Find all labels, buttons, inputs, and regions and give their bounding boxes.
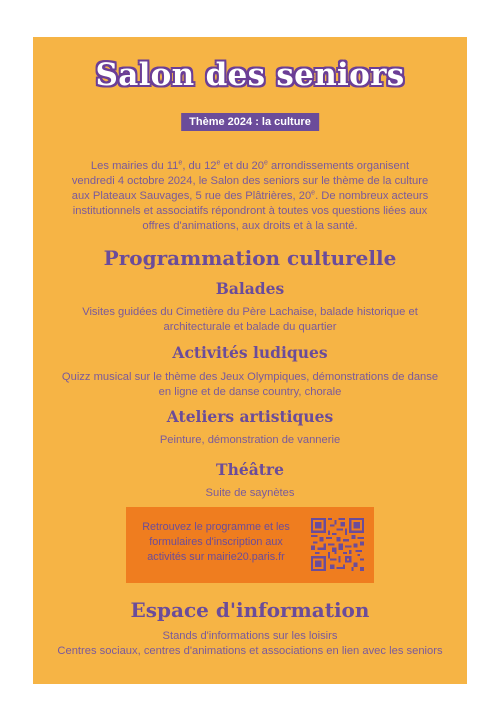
- section-heading-balades: Balades: [215, 279, 285, 298]
- info-box: [126, 507, 374, 583]
- programmation-heading: Programmation culturelle: [103, 246, 397, 270]
- desc-line: Centres sociaux, centres d'animations et associations en lien avec les seniors: [57, 645, 443, 657]
- theme-badge: Thème 2024 : la culture: [181, 113, 319, 131]
- intro-text: vendredi 4 octobre 2024, le Salon des seniors sur le thème de la culture: [71, 175, 429, 187]
- poster-title: Salon des seniors: [95, 57, 405, 93]
- info-box-text: [132, 520, 300, 565]
- espace-information-heading: Espace d'information: [130, 598, 370, 622]
- info-line: Retrouvez le programme et les: [142, 521, 290, 533]
- info-line: formulaires d'inscription aux: [149, 536, 283, 548]
- intro-text: Les mairies du 11: [90, 160, 179, 172]
- qr-code-icon[interactable]: [311, 518, 364, 571]
- intro-text: , du 12: [182, 160, 217, 172]
- intro-text: et du 20: [220, 160, 264, 172]
- espace-information-desc: [33, 629, 467, 659]
- desc-line: architecturale et balade du quartier: [163, 321, 337, 333]
- desc-line: Suite de saynètes: [205, 487, 295, 499]
- intro-text: aux Plateaux Sauvages, 5 rue des Plâtrières, 20: [71, 190, 312, 202]
- ordinal-suffix: e: [311, 189, 316, 197]
- poster: [33, 37, 467, 684]
- intro-text: . De nombreux acteurs: [315, 190, 429, 202]
- desc-line: Quizz musical sur le thème des Jeux Olympiques, démonstrations de danse: [61, 371, 439, 383]
- ordinal-suffix: e: [216, 159, 221, 167]
- section-heading-theatre: Théâtre: [216, 460, 284, 479]
- desc-line: Visites guidées du Cimetière du Père Lachaise, balade historique et: [82, 306, 418, 318]
- section-desc-activites-ludiques: [43, 370, 457, 400]
- section-desc-balades: [43, 305, 457, 335]
- section-heading-activites-ludiques: Activités ludiques: [172, 343, 328, 362]
- desc-line: Peinture, démonstration de vannerie: [159, 434, 341, 446]
- desc-line: Stands d'informations sur les loisirs: [162, 630, 338, 642]
- desc-line: en ligne et de danse country, chorale: [158, 386, 342, 398]
- ordinal-suffix: e: [178, 159, 183, 167]
- section-desc-theatre: [43, 486, 457, 501]
- section-heading-ateliers-artistiques: Ateliers artistiques: [166, 407, 334, 426]
- ordinal-suffix: e: [263, 159, 268, 167]
- info-line: activités sur mairie20.paris.fr: [147, 551, 285, 563]
- intro-paragraph: [49, 159, 451, 234]
- intro-text: institutionnels et associatifs répondront à toutes vos questions liées aux: [72, 205, 428, 217]
- section-desc-ateliers-artistiques: [43, 433, 457, 448]
- intro-text: arrondissements organisent: [267, 160, 410, 172]
- intro-text: offres d'animations, aux droits et à la santé.: [142, 220, 358, 232]
